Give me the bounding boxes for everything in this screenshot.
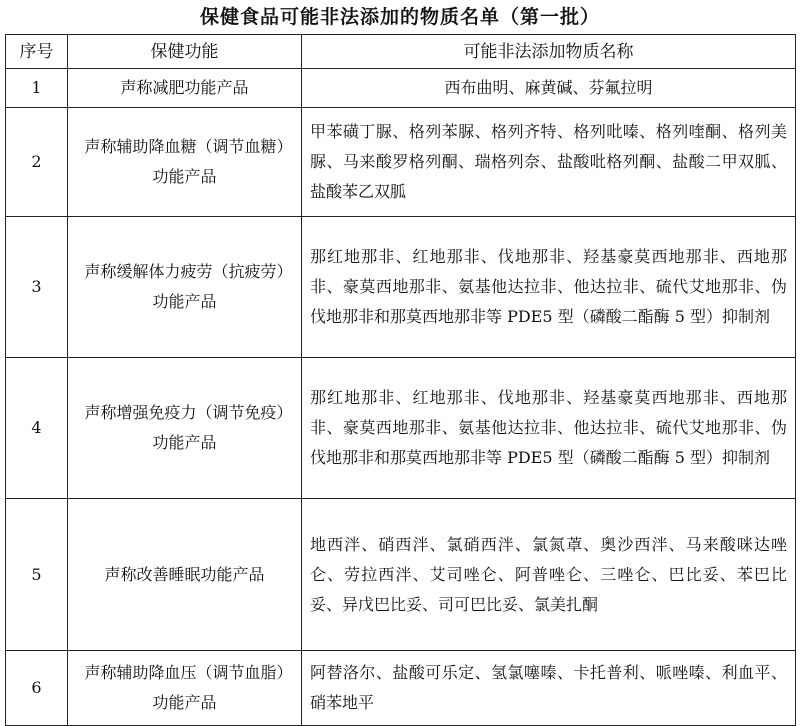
row-substances: 地西泮、硝西泮、氯硝西泮、氯氮䓬、奥沙西泮、马来酸咪达唑仑、劳拉西泮、艾司唑仑、阿普唑仑、三唑仑、巴比妥、苯巴比妥、异戊巴比妥、司可巴比妥、氯美扎酮 [302,499,796,651]
row-function: 声称辅助降血压（调节血脂）功能产品 [68,651,302,726]
table-row [6,108,796,217]
row-index: 6 [6,651,68,726]
header-function: 保健功能 [68,35,302,69]
table-row [6,69,796,108]
row-index: 1 [6,69,68,108]
row-substances: 那红地那非、红地那非、伐地那非、羟基豪莫西地那非、西地那非、豪莫西地那非、氨基他达拉非、他达拉非、硫代艾地那非、伪伐地那非和那莫西地那非等 PDE5 型（磷酸二酯酶 5 型）抑制剂 [302,358,796,499]
row-substances: 那红地那非、红地那非、伐地那非、羟基豪莫西地那非、西地那非、豪莫西地那非、氨基他达拉非、他达拉非、硫代艾地那非、伪伐地那非和那莫西地那非等 PDE5 型（磷酸二酯酶 5 型）抑制剂 [302,217,796,358]
table-header-row [6,35,796,69]
table-row [6,499,796,651]
table-row [6,358,796,499]
row-function: 声称辅助降血糖（调节血糖）功能产品 [68,108,302,217]
row-function: 声称改善睡眠功能产品 [68,499,302,651]
header-index: 序号 [6,35,68,69]
row-function: 声称缓解体力疲劳（抗疲劳）功能产品 [68,217,302,358]
row-substances: 甲苯磺丁脲、格列苯脲、格列齐特、格列吡嗪、格列喹酮、格列美脲、马来酸罗格列酮、瑞格列奈、盐酸吡格列酮、盐酸二甲双胍、盐酸苯乙双胍 [302,108,796,217]
row-substances: 阿替洛尔、盐酸可乐定、氢氯噻嗪、卡托普利、哌唑嗪、利血平、硝苯地平 [302,651,796,726]
row-index: 3 [6,217,68,358]
row-index: 4 [6,358,68,499]
table-row [6,651,796,726]
document-title: 保健食品可能非法添加的物质名单（第一批） [199,6,600,28]
header-substances: 可能非法添加物质名称 [302,35,796,69]
row-index: 2 [6,108,68,217]
row-function: 声称增强免疫力（调节免疫）功能产品 [68,358,302,499]
row-substances: 西布曲明、麻黄碱、芬氟拉明 [302,69,796,108]
row-index: 5 [6,499,68,651]
row-function: 声称减肥功能产品 [68,69,302,108]
table-row [6,217,796,358]
substance-table [5,34,796,726]
